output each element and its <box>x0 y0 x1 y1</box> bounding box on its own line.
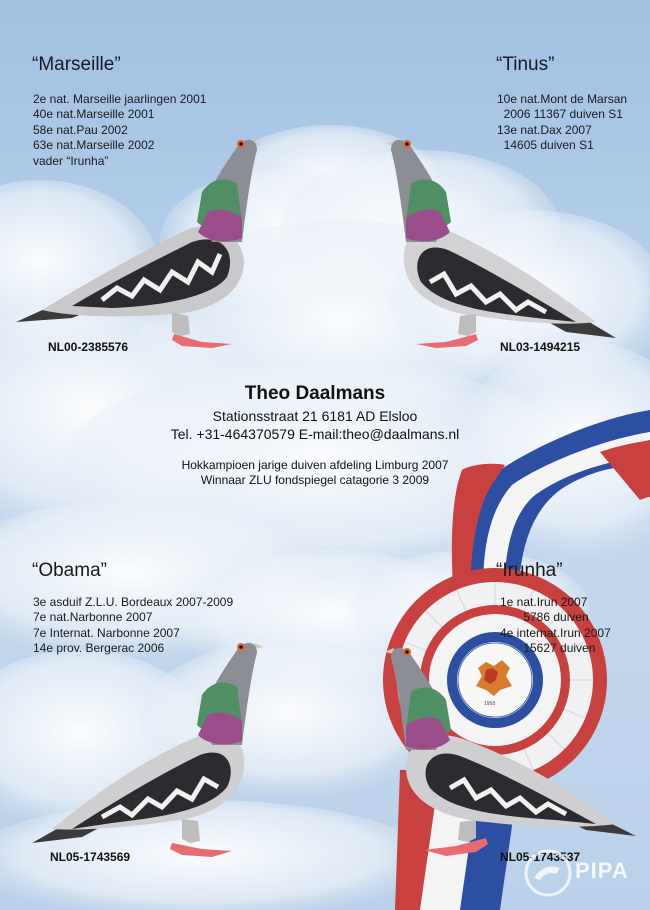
achievement-line: 2006 11367 duiven S1 <box>497 107 623 122</box>
ring-number-tinus: NL03-1494215 <box>500 340 581 354</box>
owner-title: Hokkampioen jarige duiven afdeling Limburg 2007 <box>181 458 449 472</box>
owner-title: Winnaar ZLU fondspiegel catagorie 3 2009 <box>200 472 430 487</box>
achievement-line: 58e nat.Pau 2002 <box>33 122 128 137</box>
achievements-obama <box>33 595 233 657</box>
owner-contact: Tel. +31-464370579 E-mail:theo@daalmans.nl <box>170 426 460 442</box>
achievement-line: 2e nat. Marseille jaarlingen 2001 <box>33 92 207 106</box>
achievement-line: 5786 duiven <box>500 610 589 625</box>
bird-name-tinus: “Tinus” <box>496 54 555 75</box>
ring-number-obama: NL05-1743569 <box>50 850 131 864</box>
achievement-line: 10e nat.Mont de Marsan <box>497 92 628 106</box>
owner-name: Theo Daalmans <box>244 383 386 404</box>
achievement-line: 15627 duiven <box>500 641 596 656</box>
rosette-year: 1958 <box>484 701 496 707</box>
bird-name-obama: “Obama” <box>32 560 107 581</box>
achievement-line: 1e nat.Irun 2007 <box>500 595 588 609</box>
pipa-watermark-text: PIPA <box>575 858 629 883</box>
achievements-marseille <box>33 92 206 169</box>
pigeon-obama-image <box>32 625 264 863</box>
achievement-line: 3e asduif Z.L.U. Bordeaux 2007-2009 <box>33 595 234 609</box>
achievements-tinus <box>497 92 627 154</box>
bird-name-marseille: “Marseille” <box>32 54 121 75</box>
ring-number-marseille: NL00-2385576 <box>48 340 129 354</box>
achievement-line: 63e nat.Marseille 2002 <box>33 138 155 153</box>
achievement-line: 7e Internat. Narbonne 2007 <box>33 625 180 640</box>
bird-name-irunha: “Irunha” <box>496 560 563 581</box>
achievements-irunha <box>500 595 611 657</box>
pigeon-irunha-image <box>384 630 636 860</box>
owner-address: Stationsstraat 21 6181 AD Elsloo <box>212 408 418 424</box>
achievement-line: vader “Irunha” <box>33 153 109 168</box>
achievement-line: 4e internat.Irun 2007 <box>500 625 611 640</box>
achievement-line: 13e nat.Dax 2007 <box>497 122 592 137</box>
achievement-line: 14e prov. Bergerac 2006 <box>33 641 165 656</box>
achievement-line: 14605 duiven S1 <box>497 138 594 153</box>
pigeon-tinus-image <box>386 122 616 358</box>
ring-number-irunha: NL05-1743537 <box>500 850 581 864</box>
owner-info <box>0 383 630 487</box>
achievement-line: 40e nat.Marseille 2001 <box>33 107 155 122</box>
achievement-line: 7e nat.Narbonne 2007 <box>33 610 153 625</box>
